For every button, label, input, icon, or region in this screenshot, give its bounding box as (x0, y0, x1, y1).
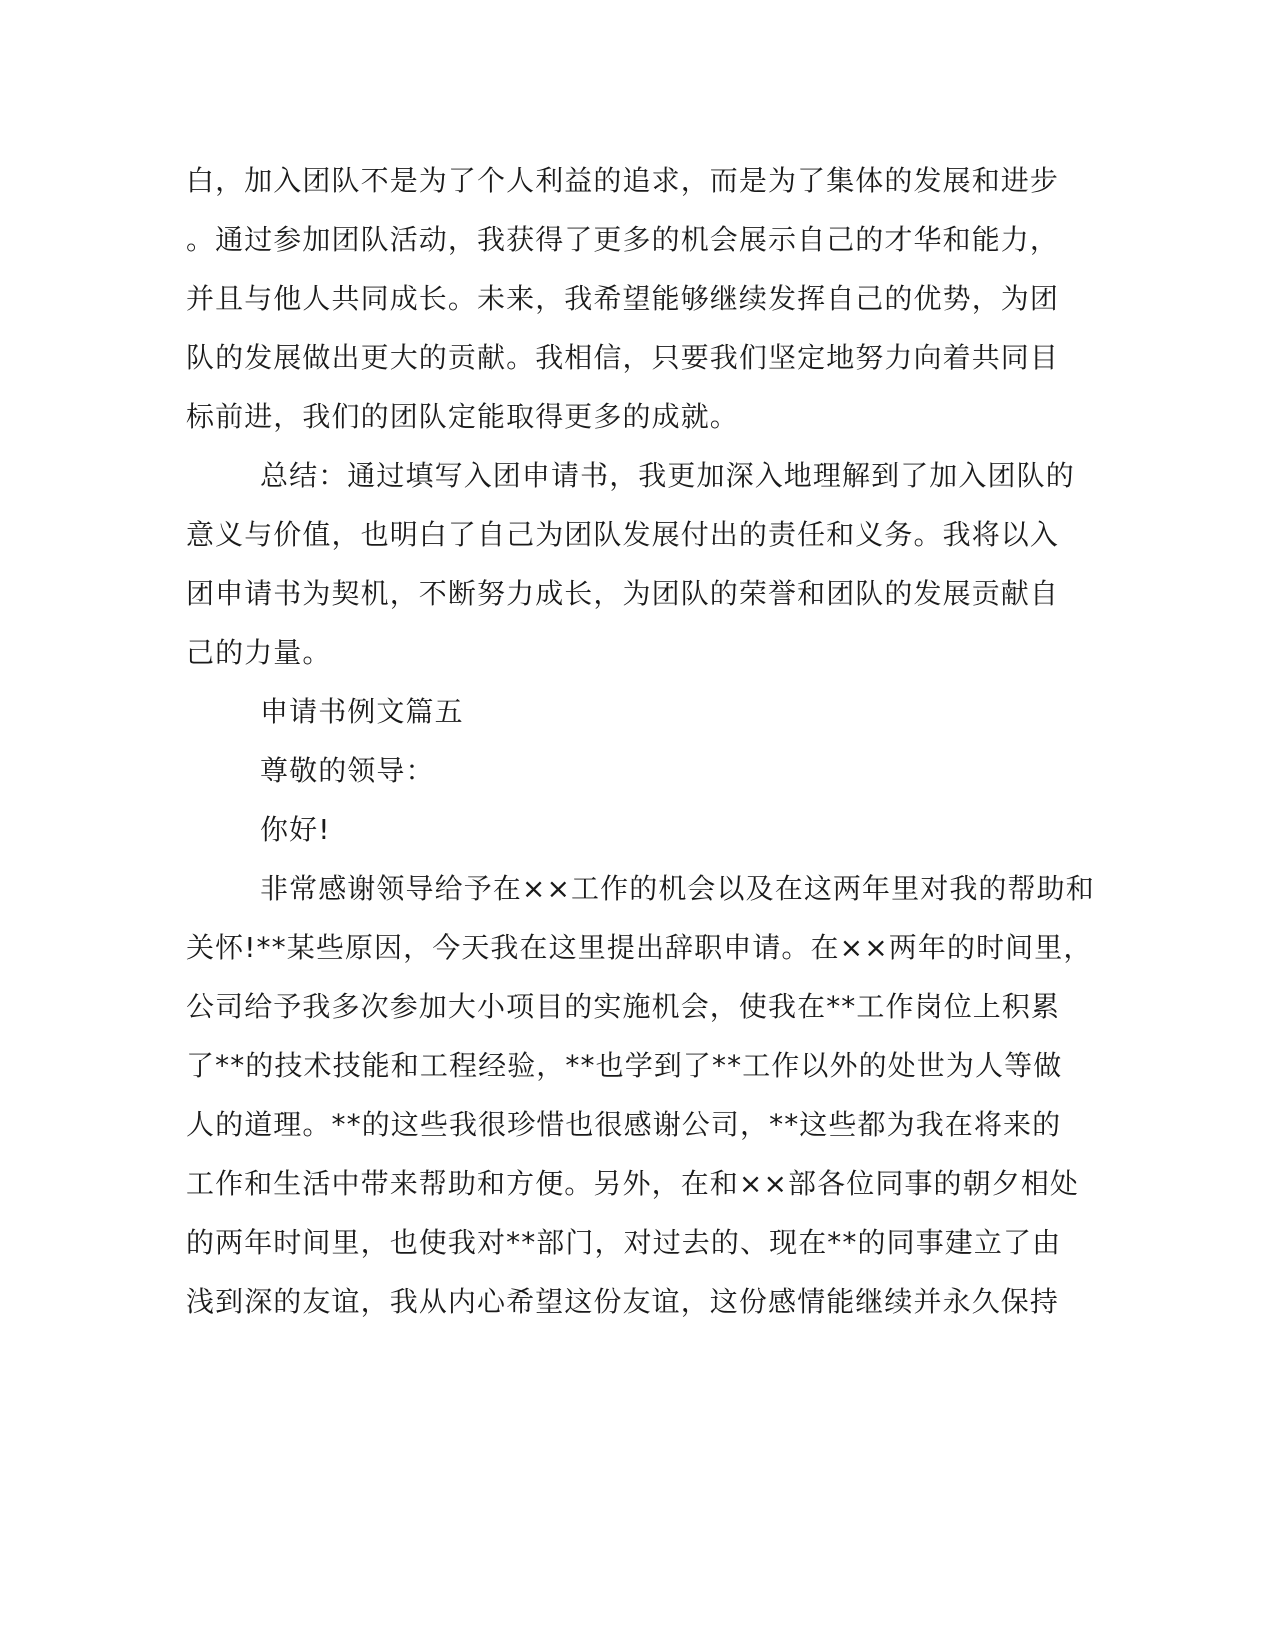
salutation: 尊敬的领导： (260, 754, 435, 787)
text-line: 标前进，我们的团队定能取得更多的成就。 (186, 400, 739, 433)
text-line: 白，加入团队不是为了个人利益的追求，而是为了集体的发展和进步 (186, 164, 1060, 197)
text-line: 关怀!**某些原因，今天我在这里提出辞职申请。在××两年的时间里， (186, 931, 1093, 964)
text-line: 人的道理。**的这些我很珍惜也很感谢公司，**这些都为我在将来的 (186, 1108, 1062, 1141)
text-line: 浅到深的友谊，我从内心希望这份友谊，这份感情能继续并永久保持 (186, 1285, 1060, 1318)
text-line: 。通过参加团队活动，我获得了更多的机会展示自己的才华和能力， (186, 223, 1060, 256)
text-line: 队的发展做出更大的贡献。我相信，只要我们坚定地努力向着共同目 (186, 341, 1060, 374)
text-line: 己的力量。 (186, 636, 332, 669)
section-heading: 申请书例文篇五 (260, 695, 464, 728)
text-line: 的两年时间里，也使我对**部门，对过去的、现在**的同事建立了由 (186, 1226, 1062, 1259)
text-line: 工作和生活中带来帮助和方便。另外，在和××部各位同事的朝夕相处 (186, 1167, 1080, 1200)
paragraph-letter-start: 非常感谢领导给予在××工作的机会以及在这两年里对我的帮助和 (260, 872, 1095, 905)
text-line: 了**的技术技能和工程经验，**也学到了**工作以外的处世为人等做 (186, 1049, 1063, 1082)
text-line: 团申请书为契机，不断努力成长，为团队的荣誉和团队的发展贡献自 (186, 577, 1060, 610)
text-line: 意义与价值，也明白了自己为团队发展付出的责任和义务。我将以入 (186, 518, 1060, 551)
paragraph-summary-start: 总结：通过填写入团申请书，我更加深入地理解到了加入团队的 (260, 459, 1075, 492)
text-line: 公司给予我多次参加大小项目的实施机会，使我在**工作岗位上积累 (186, 990, 1061, 1023)
text-line: 并且与他人共同成长。未来，我希望能够继续发挥自己的优势，为团 (186, 282, 1060, 315)
greeting: 你好! (260, 813, 331, 846)
